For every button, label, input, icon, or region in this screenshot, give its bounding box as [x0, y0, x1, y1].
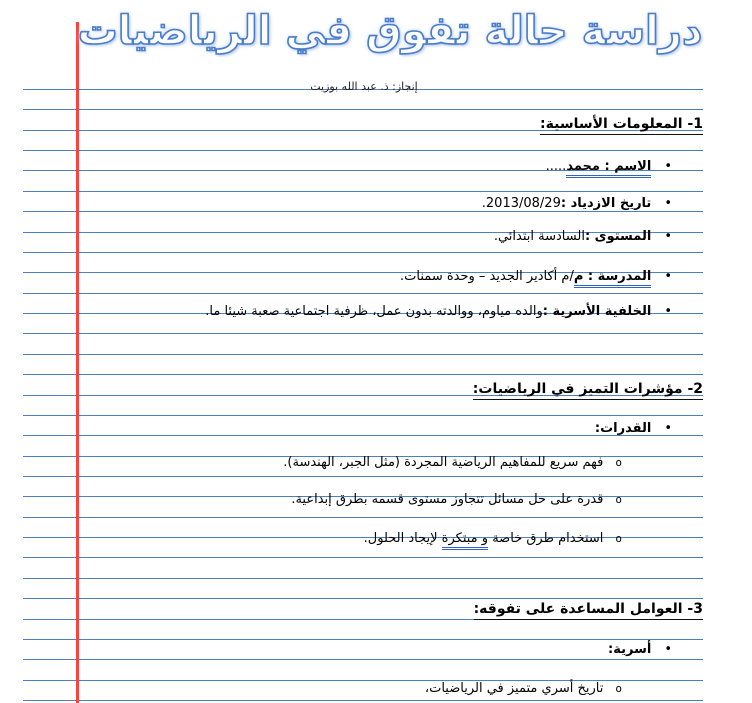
list-item-name — [546, 158, 672, 175]
section-heading-text: 2- مؤشرات التميز في الرياضيات: — [473, 381, 703, 400]
list-item-text — [494, 228, 651, 245]
bullet-icon: • — [664, 159, 672, 174]
sub-list-item — [364, 530, 622, 547]
field-label: الخلفية الأسرية : — [542, 304, 652, 319]
list-item-birthdate — [482, 195, 672, 212]
ruled-line — [23, 557, 703, 558]
bullet-icon: • — [664, 229, 672, 244]
ruled-line — [23, 109, 703, 110]
field-label: المدرسة : م — [574, 269, 652, 288]
bullet-icon: • — [664, 269, 672, 284]
bullet-icon: • — [664, 304, 672, 319]
circle-bullet-icon: o — [615, 493, 622, 506]
bullet-icon: • — [664, 421, 672, 436]
ruled-line — [23, 517, 703, 518]
ruled-line — [23, 252, 703, 253]
field-label: تاريخ الازدياد : — [560, 196, 652, 211]
margin-line — [76, 22, 79, 703]
ruled-line — [23, 659, 703, 660]
ruled-line — [23, 639, 703, 640]
section-heading-1 — [540, 116, 703, 135]
field-label: القدرات: — [594, 421, 652, 436]
list-item-abilities — [595, 420, 672, 437]
field-label: أسرية: — [608, 642, 652, 657]
list-item-text — [205, 303, 651, 320]
section-heading-text: 1- المعلومات الأساسية: — [540, 116, 703, 135]
list-item-school — [400, 268, 672, 285]
list-item-level — [494, 228, 672, 245]
ruled-line — [23, 374, 703, 375]
section-heading-text: 3- العوامل المساعدة على تفوقه: — [474, 601, 703, 620]
sub-item-text-underlined: و مبتكرة — [442, 531, 488, 550]
field-value: 2013/08/29. — [481, 196, 561, 211]
ruled-line — [23, 415, 703, 416]
circle-bullet-icon: o — [615, 456, 622, 469]
ruled-line — [23, 191, 703, 192]
field-value: والده مياوم، ووالدته بدون عمل، ظرفية اجتماعية صعبة شيئا ما. — [205, 304, 543, 319]
document-title: دراسة حالة تفوق في الرياضيات — [77, 8, 703, 54]
ruled-line — [23, 476, 703, 477]
sub-item-text: تاريخ أسري متميز في الرياضيات، — [424, 681, 604, 696]
ruled-line — [23, 598, 703, 599]
field-label: الاسم : محمد — [566, 159, 651, 178]
sub-list-item — [425, 680, 622, 697]
ruled-line — [23, 354, 703, 355]
sub-item-text: فهم سريع للمفاهيم الرياضية المجردة (مثل الجبر، الهندسة). — [283, 455, 604, 470]
list-item-text — [400, 268, 651, 285]
list-item-family-background — [205, 303, 672, 320]
list-item-family-factor — [608, 641, 672, 658]
list-item-text — [546, 158, 652, 175]
field-value: ..... — [545, 159, 567, 174]
section-heading-3 — [474, 601, 703, 620]
bullet-icon: • — [664, 642, 672, 657]
circle-bullet-icon: o — [615, 532, 622, 545]
sub-list-item — [291, 491, 622, 508]
list-item-text — [482, 195, 652, 212]
ruled-line — [23, 578, 703, 579]
circle-bullet-icon: o — [615, 682, 622, 695]
sub-list-item — [283, 454, 622, 471]
ruled-line — [23, 150, 703, 151]
document-byline: إنجاز: ذ. عبد الله بوزيت — [310, 80, 418, 93]
field-label: المستوى : — [584, 229, 652, 244]
field-value: السادسة ابتدائي. — [493, 229, 585, 244]
sub-item-text — [364, 530, 604, 547]
ruled-line — [23, 293, 703, 294]
ruled-line — [23, 333, 703, 334]
sub-item-text-pre: استخدام طرق خاصة — [488, 531, 604, 546]
field-value: /م أكادير الجديد – وحدة سمنات. — [400, 269, 574, 284]
sub-item-text: قدرة على حل مسائل تتجاوز مستوى قسمه بطرق إبداعية. — [291, 492, 604, 507]
sub-item-text-post: لإيجاد الحلول. — [363, 531, 442, 546]
section-heading-2 — [473, 381, 703, 400]
ruled-line — [23, 700, 703, 701]
bullet-icon: • — [664, 196, 672, 211]
